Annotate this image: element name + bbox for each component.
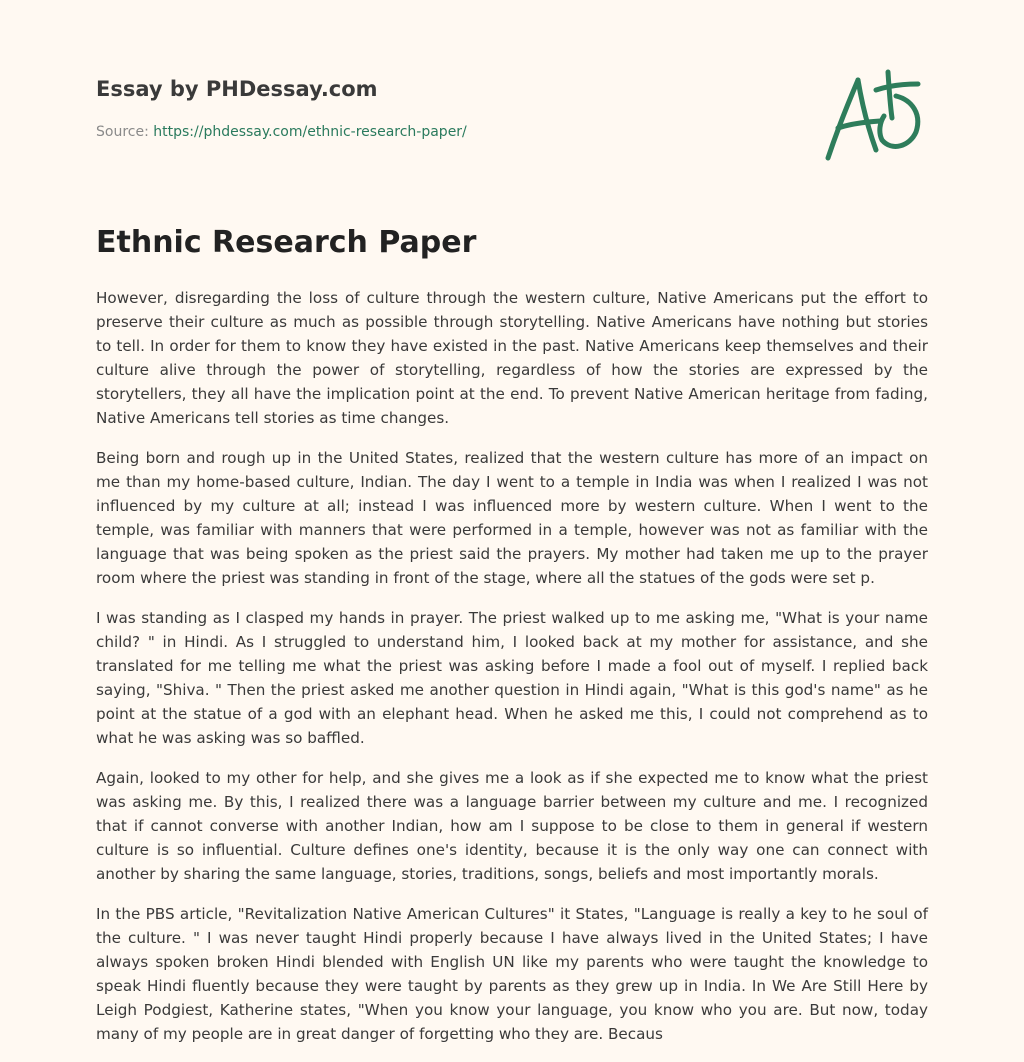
essay-title: Ethnic Research Paper bbox=[96, 225, 477, 260]
essay-paragraph: Again, looked to my other for help, and she gives me a look as if she expected me to know what the priest was asking me. By this, I realized there was a language barrier between my culture and me. I recognized that if cannot converse with another Indian, how am I suppose to be close to them in general if western culture is so influential. Culture defines one's identity, because it is the only way one can connect with another by sharing the same language, stories, traditions, songs, beliefs and most importantly morals. bbox=[96, 769, 928, 883]
essay-paragraph: However, disregarding the loss of culture through the western culture, Native Americans put the effort to preserve their culture as much as possible through storytelling. Native Americans have nothing but stories to tell. In order for them to know they have existed in the past. Native Americans keep themselves and their culture alive through the power of storytelling, regardless of how the stories are expressed by the storytellers, they all have the implication point at the end. To prevent Native American heritage from fading, Native Americans tell stories as time changes. bbox=[96, 289, 928, 427]
site-title: Essay by PHDessay.com bbox=[96, 77, 378, 101]
a-plus-grade-icon bbox=[822, 66, 932, 166]
source-line bbox=[96, 124, 467, 140]
source-label: Source: bbox=[96, 124, 149, 140]
essay-paragraph: Being born and rough up in the United States, realized that the western culture has more of an impact on me than my home-based culture, Indian. The day I went to a temple in India was when I realized I was not influenced by my culture at all; instead I was influenced more by western culture. When I went to the temple, was familiar with manners that were performed in a temple, however was not as familiar with the language that was being spoken as the priest said the prayers. My mother had taken me up to the prayer room where the priest was standing in front of the stage, where all the statues of the gods were set p. bbox=[96, 449, 928, 587]
essay-paragraph: I was standing as I clasped my hands in prayer. The priest walked up to me asking me, "What is your name child? " in Hindi. As I struggled to understand him, I looked back at my mother for assistance, and she translated for me telling me what the priest was asking before I made a fool out of myself. I replied back saying, "Shiva. " Then the priest asked me another question in Hindi again, "What is this god's name" as he point at the statue of a god with an elephant head. When he asked me this, I could not comprehend as to what he was asking was so baffled. bbox=[96, 609, 928, 747]
essay-body bbox=[96, 286, 928, 1062]
source-link[interactable]: https://phdessay.com/ethnic-research-paper/ bbox=[153, 124, 467, 140]
essay-paragraph: In the PBS article, "Revitalization Native American Cultures" it States, "Language is really a key to he soul of the culture. " I was never taught Hindi properly because I have always lived in the United States; I have always spoken broken Hindi blended with English UN like my parents who were taught the knowledge to speak Hindi fluently because they were taught by parents as they grew up in India. In We Are Still Here by Leigh Podgiest, Katherine states, "When you know your language, you know who you are. But now, today many of my people are in great danger of forgetting who they are. Becaus bbox=[96, 905, 928, 1043]
